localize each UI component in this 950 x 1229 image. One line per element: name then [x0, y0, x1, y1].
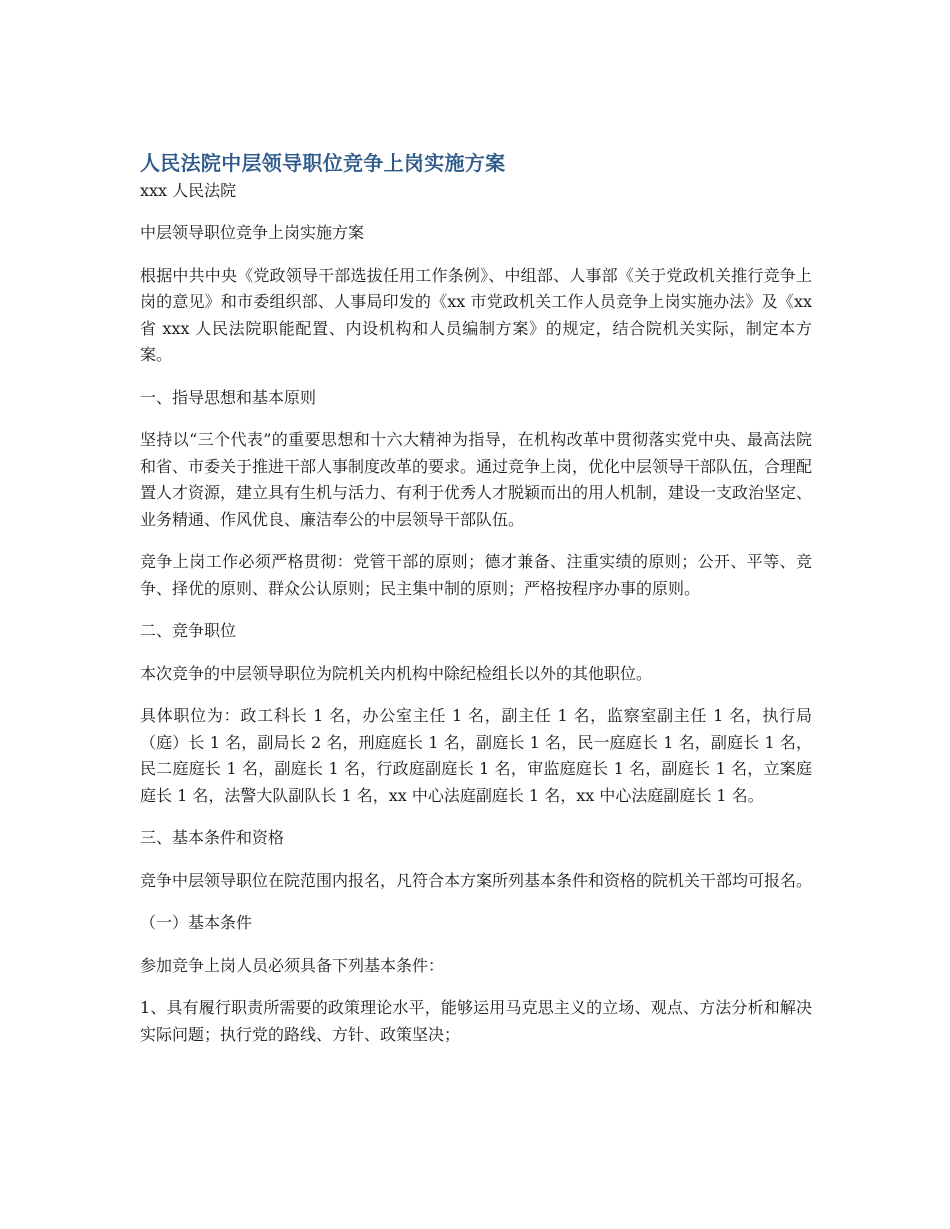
- intro-paragraph: 根据中共中央《党政领导干部选拔任用工作条例》、中组部、人事部《关于党政机关推行竞争上岗的意见》和市委组织部、人事局印发的《xx 市党政机关工作人员竞争上岗实施办法》及《xx 省 xxx 人民法院职能配置、内设机构和人员编制方案》的规定，结合院机关实际，制定本方案。: [140, 265, 812, 364]
- section-heading-2: 二、竞争职位: [140, 621, 237, 640]
- positions-scope-paragraph: 本次竞争的中层领导职位为院机关内机构中除纪检组长以外的其他职位。: [140, 663, 653, 683]
- section-heading-1: 一、指导思想和基本原则: [140, 387, 317, 407]
- principles-paragraph: 竞争上岗工作必须严格贯彻：党管干部的原则；德才兼备、注重实绩的原则；公开、平等、竞争、择优的原则、群众公认原则；民主集中制的原则；严格按程序办事的原则。: [140, 552, 812, 598]
- subsection-heading-1: （一）基本条件: [140, 913, 253, 932]
- document-page: [140, 148, 812, 1064]
- document-title: 人民法院中层领导职位竞争上岗实施方案: [140, 151, 506, 175]
- requirement-item-1: 1、具有履行职责所需要的政策理论水平，能够运用马克思主义的立场、观点、方法分析和解决实际问题；执行党的路线、方针、政策坚决；: [140, 998, 812, 1044]
- requirements-intro-paragraph: 参加竞争上岗人员必须具备下列基本条件：: [140, 955, 445, 975]
- document-author: xxx 人民法院: [140, 181, 237, 200]
- section-heading-3: 三、基本条件和资格: [140, 828, 285, 847]
- positions-list-paragraph: 具体职位为：政工科长 1 名，办公室主任 1 名，副主任 1 名，监察室副主任 1 名，执行局（庭）长 1 名，副局长 2 名，刑庭庭长 1 名，副庭长 1 名，民一庭庭长 1 名，副庭长 1 名，民二庭庭长 1 名，副庭长 1 名，行政庭副庭长 1 名，审监庭庭长 1 名，副庭长 1 名，立案庭庭长 1 名，法警大队副队长 1 名，xx 中心法庭副庭长 1 名，xx 中心法庭副庭长 1 名。: [140, 706, 812, 805]
- guiding-thought-paragraph: 坚持以“三个代表”的重要思想和十六大精神为指导，在机构改革中贯彻落实党中央、最高法院和省、市委关于推进干部人事制度改革的要求。通过竞争上岗，优化中层领导干部队伍，合理配置人才资源，建立具有生机与活力、有利于优秀人才脱颖而出的用人机制，建设一支政治坚定、业务精通、作风优良、廉洁奉公的中层领导干部队伍。: [140, 430, 813, 529]
- subtitle-paragraph: 中层领导职位竞争上岗实施方案: [140, 223, 365, 242]
- eligibility-paragraph: 竞争中层领导职位在院范围内报名，凡符合本方案所列基本条件和资格的院机关干部均可报名。: [140, 870, 813, 890]
